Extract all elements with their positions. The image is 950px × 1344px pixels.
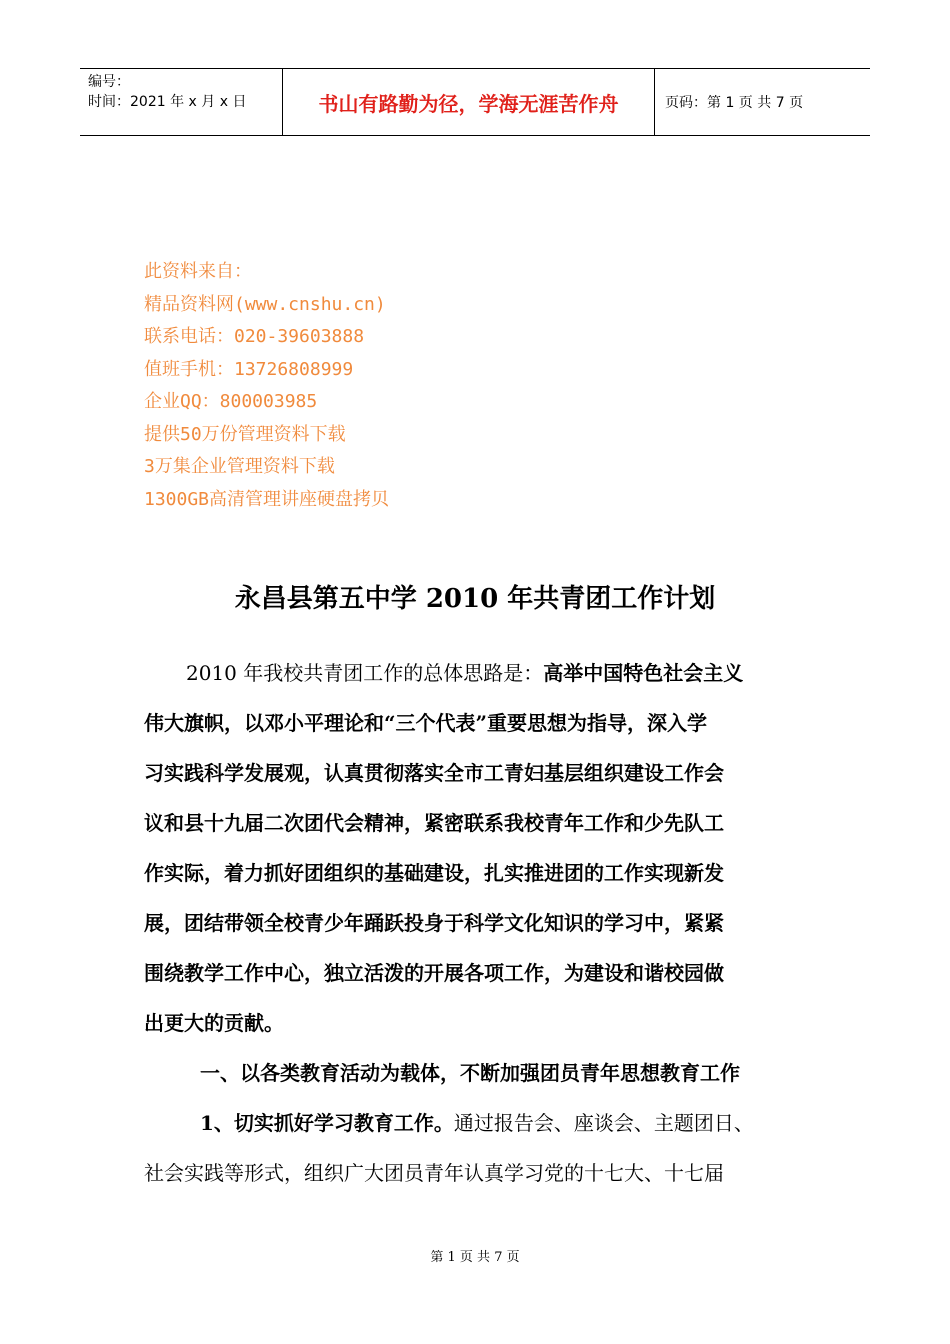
promo-line: 值班手机：13726808999 bbox=[144, 358, 354, 380]
header-motto: 书山有路勤为径，学海无涯苦作舟 bbox=[282, 69, 655, 135]
paragraph-line: 习实践科学发展观，认真贯彻落实全市工青妇基层组织建设工作会 bbox=[144, 761, 724, 785]
header-page-info: 页码：第 1 页 共 7 页 bbox=[665, 95, 804, 111]
promo-line: 联系电话：020-39603888 bbox=[144, 326, 365, 347]
item-label: 1、切实抓好学习教育工作。 bbox=[200, 1111, 454, 1135]
source-info-block bbox=[144, 256, 389, 516]
document-number-label: 编号： bbox=[88, 74, 130, 90]
promo-line: 1300GB高清管理讲座硬盘拷贝 bbox=[144, 488, 390, 510]
paragraph-line: 出更大的贡献。 bbox=[144, 1011, 284, 1035]
paragraph-line: 作实际，着力抓好团组织的基础建设，扎实推进团的工作实现新发 bbox=[144, 861, 724, 885]
page-footer: 第 1 页 共 7 页 bbox=[430, 1250, 520, 1265]
page-header bbox=[80, 68, 870, 136]
promo-line: 提供50万份管理资料下载 bbox=[144, 423, 346, 445]
paragraph-line: 展，团结带领全校青少年踊跃投身于科学文化知识的学习中，紧紧 bbox=[144, 911, 724, 935]
paragraph-overview bbox=[144, 648, 814, 1048]
paragraph-item-1 bbox=[144, 1098, 814, 1198]
document-time-label: 时间：2021 年 x 月 x 日 bbox=[88, 94, 247, 110]
section-heading-1: 一、以各类教育活动为载体，不断加强团员青年思想教育工作 bbox=[200, 1061, 740, 1085]
paragraph-line bbox=[144, 648, 814, 698]
document-body bbox=[144, 648, 814, 1198]
header-meta bbox=[80, 69, 282, 135]
promo-line: 企业QQ：800003985 bbox=[144, 391, 318, 412]
paragraph-line bbox=[144, 1098, 814, 1148]
paragraph-line: 伟大旗帜，以邓小平理论和“三个代表”重要思想为指导，深入学 bbox=[144, 711, 708, 735]
paragraph-line: 议和县十九届二次团代会精神，紧密联系我校青年工作和少先队工 bbox=[144, 811, 724, 835]
paragraph-line: 围绕教学工作中心，独立活泼的开展各项工作，为建设和谐校园做 bbox=[144, 961, 724, 985]
document-title: 永昌县第五中学 2010 年共青团工作计划 bbox=[234, 584, 716, 614]
promo-line: 精品资料网(www.cnshu.cn) bbox=[144, 293, 386, 315]
item-text: 通过报告会、座谈会、主题团日、 bbox=[453, 1111, 754, 1135]
promo-line: 此资料来自： bbox=[144, 261, 252, 282]
paragraph-lead: 2010 年我校共青团工作的总体思路是： bbox=[186, 661, 544, 685]
paragraph-bold: 高举中国特色社会主义 bbox=[543, 661, 744, 685]
paragraph-line: 社会实践等形式，组织广大团员青年认真学习党的十七大、十七届 bbox=[144, 1161, 724, 1185]
promo-line: 3万集企业管理资料下载 bbox=[144, 456, 335, 477]
